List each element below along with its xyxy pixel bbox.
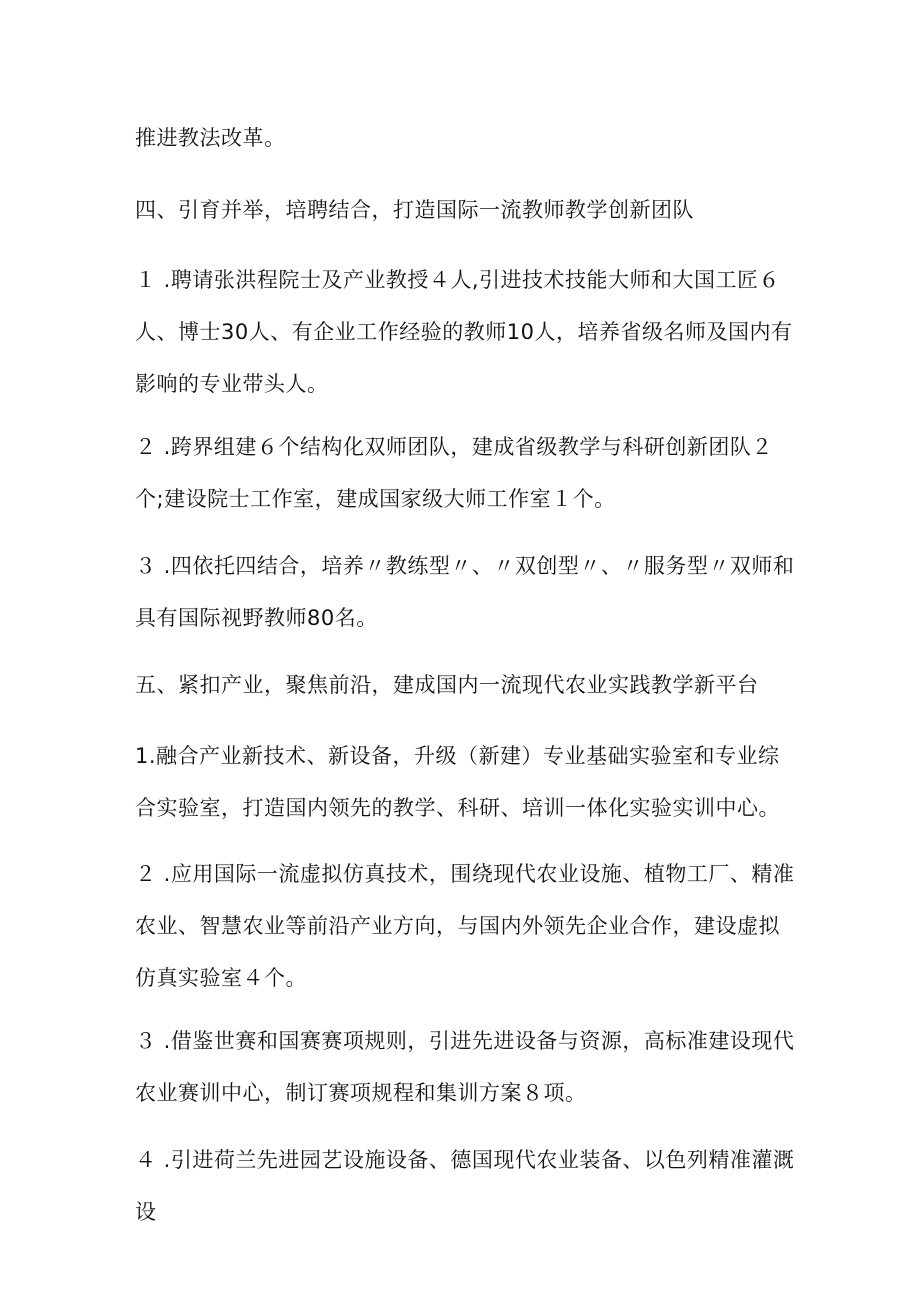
section-heading-4: 四、引育并举，培聘结合，打造国际一流教师教学创新团队 xyxy=(135,198,694,222)
paragraph-5-1: 1.融合产业新技术、新设备，升级（新建）专业基础实验室和专业综合实验室，打造国内领先的教学、科研、培训一体化实验实训中心。 xyxy=(135,744,780,820)
paragraph-4-1: １ .聘请张洪程院士及产业教授４人,引进技术技能大师和大国工匠６人、博士30人、有企业工作经验的教师10人，培养省级名师及国内有影响的专业带头人。 xyxy=(135,268,793,396)
paragraph-5-3: ３ .借鉴世赛和国赛赛项规则，引进先进设备与资源，高标准建设现代农业赛训中心，制订赛项规程和集训方案８项。 xyxy=(135,1029,795,1105)
paragraph-5-2: ２ .应用国际一流虚拟仿真技术，围绕现代农业设施、植物工厂、精准农业、智慧农业等前沿产业方向，与国内外领先企业合作，建设虚拟仿真实验室４个。 xyxy=(135,862,795,990)
paragraph-5-4: ４ .引进荷兰先进园艺设施设备、德国现代农业装备、以色列精准灌溉设 xyxy=(135,1148,795,1224)
section-heading-5: 五、紧扣产业，聚焦前沿，建成国内一流现代农业实践教学新平台 xyxy=(135,673,759,697)
paragraph-4-3: ３ .四依托四结合，培养〃教练型〃、〃双创型〃、〃服务型〃双师和具有国际视野教师80名。 xyxy=(135,554,795,630)
paragraph-4-2: ２ .跨界组建６个结构化双师团队，建成省级教学与科研创新团队２个;建设院士工作室，建成国家级大师工作室１个。 xyxy=(135,435,773,511)
paragraph-intro: 推进教法改革。 xyxy=(135,126,286,150)
